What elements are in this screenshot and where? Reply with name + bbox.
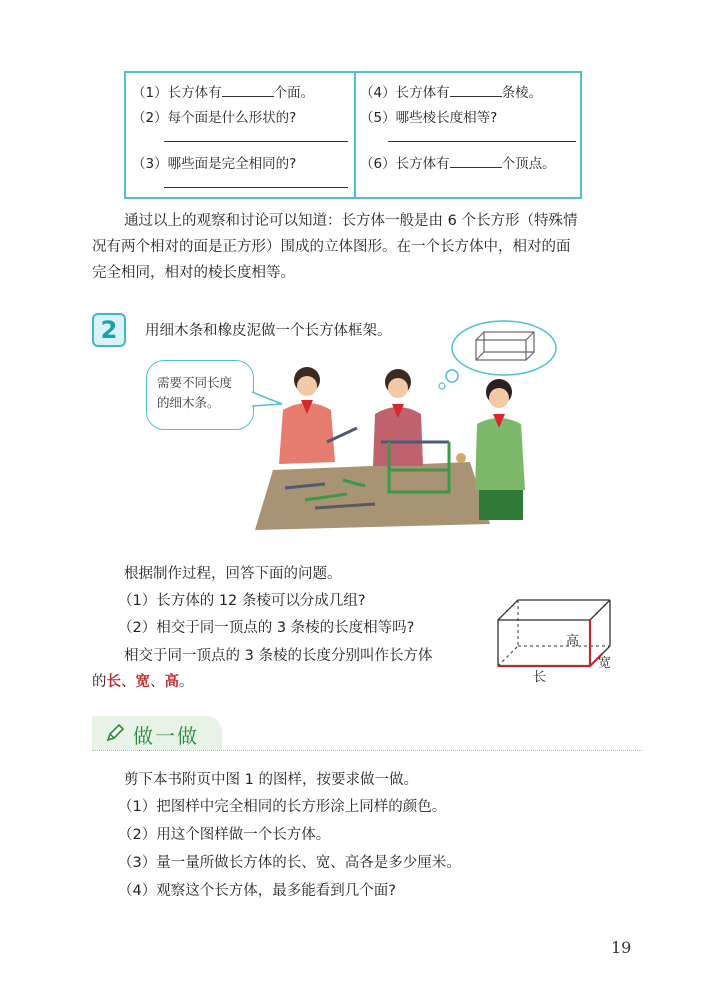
section-number-badge: 2: [92, 313, 126, 347]
question-3: （3）哪些面是完全相同的?: [132, 156, 297, 172]
diagram-label-width: 宽: [598, 656, 612, 671]
doit-item-1: （1）把图样中完全相同的长方形涂上同样的颜色。: [118, 799, 447, 815]
section-2-title: 用细木条和橡皮泥做一个长方体框架。: [145, 323, 392, 339]
answer-line[interactable]: [164, 141, 348, 142]
term-width: 宽: [135, 674, 150, 690]
speech-bubble-line-2: 的细木条。: [157, 395, 220, 410]
intro-line-1: 通过以上的观察和讨论可以知道：长方体一般是由 6 个长方形（特殊情: [124, 213, 578, 229]
definition-line-1: 相交于同一顶点的 3 条棱的长度分别叫作长方体: [124, 648, 433, 664]
answer-line[interactable]: [164, 187, 348, 188]
intro-line-3: 完全相同，相对的棱长度相等。: [92, 265, 295, 281]
students-illustration: [255, 362, 545, 530]
answer-line[interactable]: [388, 141, 576, 142]
speech-bubble: [146, 360, 254, 430]
term-height: 高: [164, 674, 179, 690]
question-5: （5）哪些棱长度相等?: [360, 110, 498, 126]
table-divider: [354, 73, 356, 197]
doit-item-4: （4）观察这个长方体，最多能看到几个面?: [118, 883, 396, 899]
section-2-question-1: （1）长方体的 12 条棱可以分成几组?: [118, 593, 366, 609]
section-divider: [92, 750, 642, 751]
pencil-icon: [104, 722, 126, 744]
doit-title: 做一做: [133, 724, 199, 748]
section-2-question-2: （2）相交于同一顶点的 3 条棱的长度相等吗?: [118, 620, 415, 636]
answer-blank[interactable]: [450, 155, 502, 168]
table-shape: [255, 462, 490, 530]
speech-bubble-line-1: 需要不同长度: [157, 375, 233, 390]
answer-blank[interactable]: [450, 84, 502, 97]
doit-item-2: （2）用这个图样做一个长方体。: [118, 827, 331, 843]
definition-line-2: 的长、宽、高。: [92, 674, 194, 690]
diagram-label-height: 高: [566, 634, 580, 649]
term-length: 长: [106, 674, 121, 690]
question-table: [124, 71, 582, 199]
intro-line-2: 况有两个相对的面是正方形）围成的立体图形。在一个长方体中，相对的面: [92, 239, 571, 255]
page-number: 19: [611, 938, 632, 957]
question-6: （6）长方体有 个顶点。: [360, 156, 556, 172]
diagram-label-length: 长: [533, 670, 547, 685]
section-2-prompt: 根据制作过程，回答下面的问题。: [124, 566, 342, 582]
question-2: （2）每个面是什么形状的?: [132, 110, 297, 126]
cuboid-diagram: [490, 594, 620, 686]
answer-blank[interactable]: [222, 84, 274, 97]
doit-item-3: （3）量一量所做长方体的长、宽、高各是多少厘米。: [118, 855, 461, 871]
question-1: （1）长方体有 个面。: [132, 85, 315, 101]
question-4: （4）长方体有 条棱。: [360, 85, 543, 101]
doit-intro: 剪下本书附页中图 1 的图样，按要求做一做。: [124, 772, 418, 788]
